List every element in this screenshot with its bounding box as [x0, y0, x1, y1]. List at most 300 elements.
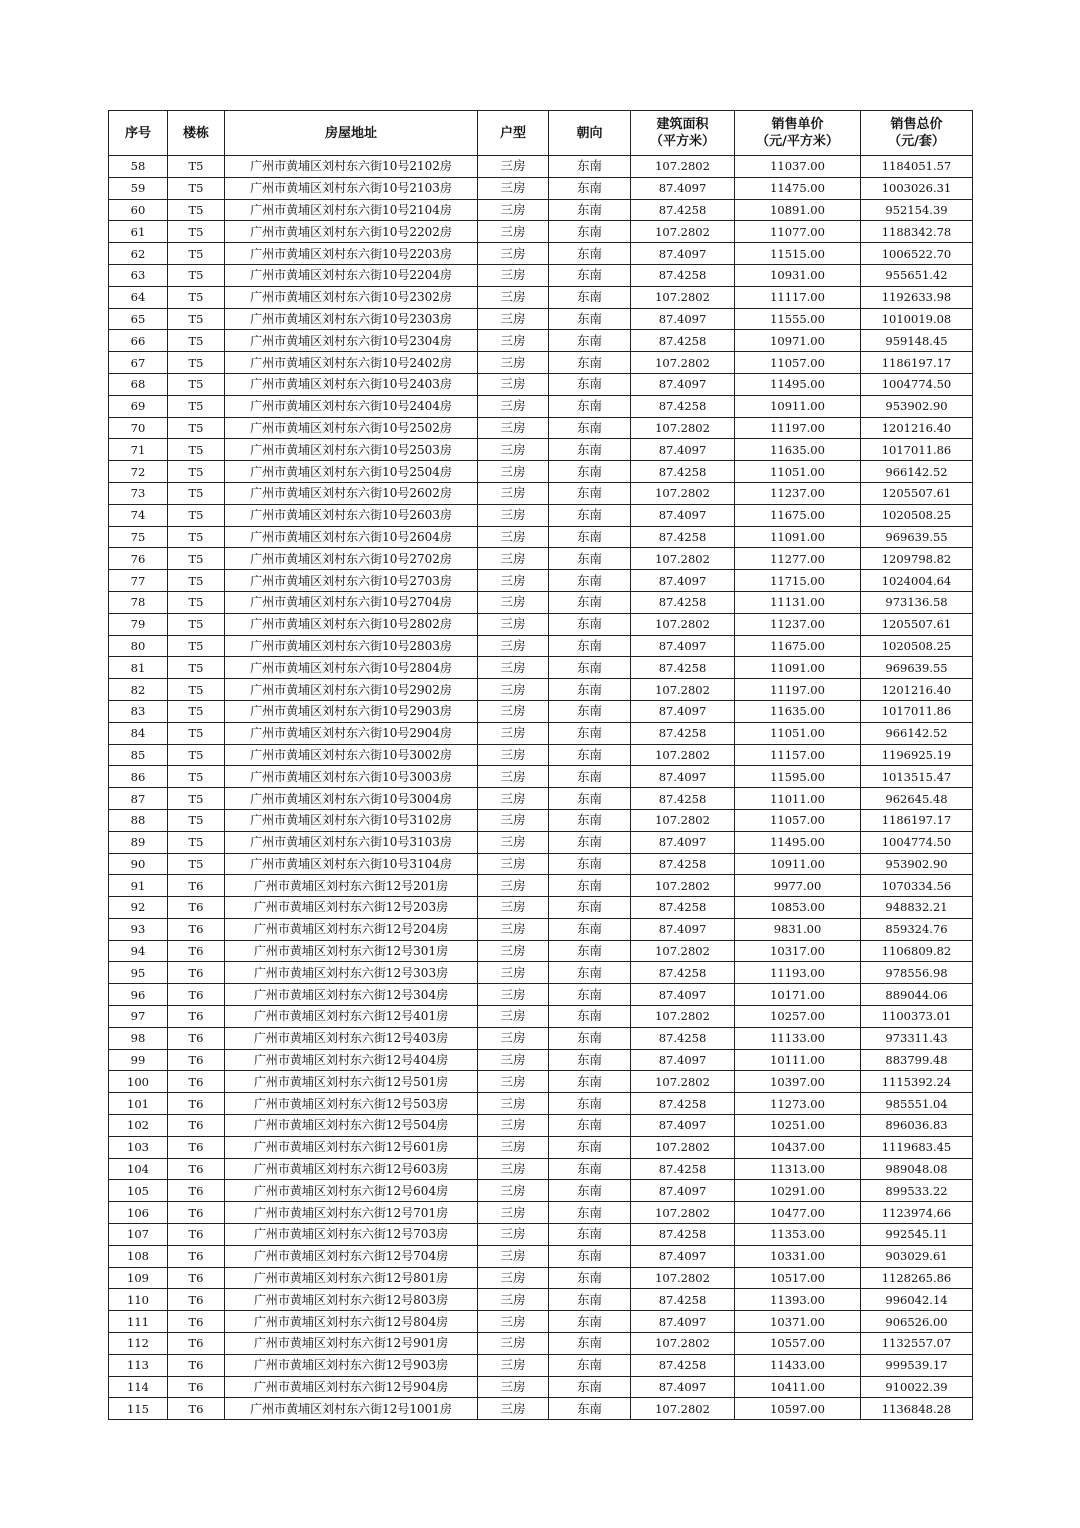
cell-total-price: 1205507.61 [861, 482, 973, 504]
header-address: 房屋地址 [225, 111, 478, 156]
cell-floor-area: 87.4097 [631, 1376, 735, 1398]
cell-unit-type: 三房 [478, 352, 549, 374]
cell-unit-price: 11555.00 [735, 308, 861, 330]
cell-building: T6 [168, 1289, 225, 1311]
cell-address: 广州市黄埔区刘村东六街12号704房 [225, 1245, 478, 1267]
cell-unit-type: 三房 [478, 1311, 549, 1333]
cell-floor-area: 107.2802 [631, 1071, 735, 1093]
cell-floor-area: 87.4258 [631, 1354, 735, 1376]
cell-unit-type: 三房 [478, 591, 549, 613]
cell-total-price: 969639.55 [861, 526, 973, 548]
cell-unit-type: 三房 [478, 1245, 549, 1267]
cell-address: 广州市黄埔区刘村东六街12号603房 [225, 1158, 478, 1180]
cell-total-price: 1201216.40 [861, 679, 973, 701]
cell-unit-price: 11393.00 [735, 1289, 861, 1311]
cell-unit-type: 三房 [478, 504, 549, 526]
cell-address: 广州市黄埔区刘村东六街12号804房 [225, 1311, 478, 1333]
cell-orientation: 东南 [549, 788, 631, 810]
cell-address: 广州市黄埔区刘村东六街10号2204房 [225, 264, 478, 286]
cell-address: 广州市黄埔区刘村东六街10号3002房 [225, 744, 478, 766]
cell-index: 93 [109, 918, 168, 940]
cell-building: T6 [168, 1049, 225, 1071]
cell-unit-price: 11495.00 [735, 373, 861, 395]
cell-address: 广州市黄埔区刘村东六街12号801房 [225, 1267, 478, 1289]
cell-unit-price: 10171.00 [735, 984, 861, 1006]
cell-index: 82 [109, 679, 168, 701]
cell-unit-type: 三房 [478, 1115, 549, 1137]
table-row [109, 352, 973, 374]
table-row [109, 962, 973, 984]
cell-unit-price: 11011.00 [735, 788, 861, 810]
cell-building: T5 [168, 439, 225, 461]
cell-floor-area: 87.4258 [631, 657, 735, 679]
cell-unit-type: 三房 [478, 1180, 549, 1202]
cell-index: 112 [109, 1333, 168, 1355]
cell-address: 广州市黄埔区刘村东六街12号204房 [225, 918, 478, 940]
cell-address: 广州市黄埔区刘村东六街10号2504房 [225, 461, 478, 483]
table-row [109, 984, 973, 1006]
cell-index: 60 [109, 199, 168, 221]
cell-unit-type: 三房 [478, 243, 549, 265]
cell-unit-price: 10891.00 [735, 199, 861, 221]
cell-building: T6 [168, 1115, 225, 1137]
cell-address: 广州市黄埔区刘村东六街12号304房 [225, 984, 478, 1006]
cell-orientation: 东南 [549, 722, 631, 744]
cell-address: 广州市黄埔区刘村东六街12号301房 [225, 940, 478, 962]
cell-total-price: 992545.11 [861, 1224, 973, 1246]
table-row [109, 1289, 973, 1311]
table-row [109, 395, 973, 417]
cell-floor-area: 87.4258 [631, 897, 735, 919]
table-row [109, 657, 973, 679]
cell-orientation: 东南 [549, 1180, 631, 1202]
cell-unit-type: 三房 [478, 875, 549, 897]
cell-address: 广州市黄埔区刘村东六街12号303房 [225, 962, 478, 984]
table-row [109, 548, 973, 570]
cell-floor-area: 87.4258 [631, 1224, 735, 1246]
cell-address: 广州市黄埔区刘村东六街10号3103房 [225, 831, 478, 853]
cell-unit-price: 11313.00 [735, 1158, 861, 1180]
cell-unit-type: 三房 [478, 984, 549, 1006]
cell-address: 广州市黄埔区刘村东六街12号203房 [225, 897, 478, 919]
cell-unit-price: 10331.00 [735, 1245, 861, 1267]
cell-floor-area: 87.4258 [631, 199, 735, 221]
cell-index: 74 [109, 504, 168, 526]
cell-address: 广州市黄埔区刘村东六街12号501房 [225, 1071, 478, 1093]
cell-address: 广州市黄埔区刘村东六街12号1001房 [225, 1398, 478, 1420]
cell-floor-area: 107.2802 [631, 940, 735, 962]
cell-floor-area: 87.4258 [631, 330, 735, 352]
cell-index: 100 [109, 1071, 168, 1093]
cell-orientation: 东南 [549, 918, 631, 940]
cell-total-price: 1136848.28 [861, 1398, 973, 1420]
table-row [109, 1027, 973, 1049]
cell-orientation: 东南 [549, 330, 631, 352]
table-row [109, 918, 973, 940]
cell-index: 89 [109, 831, 168, 853]
cell-unit-type: 三房 [478, 221, 549, 243]
cell-orientation: 东南 [549, 700, 631, 722]
cell-unit-price: 11051.00 [735, 722, 861, 744]
cell-unit-price: 11237.00 [735, 613, 861, 635]
cell-unit-type: 三房 [478, 308, 549, 330]
cell-unit-type: 三房 [478, 1289, 549, 1311]
cell-address: 广州市黄埔区刘村东六街10号2502房 [225, 417, 478, 439]
cell-address: 广州市黄埔区刘村东六街10号2903房 [225, 700, 478, 722]
cell-total-price: 1020508.25 [861, 504, 973, 526]
cell-total-price: 996042.14 [861, 1289, 973, 1311]
cell-total-price: 955651.42 [861, 264, 973, 286]
cell-orientation: 东南 [549, 1398, 631, 1420]
cell-address: 广州市黄埔区刘村东六街12号401房 [225, 1006, 478, 1028]
cell-unit-price: 11675.00 [735, 504, 861, 526]
table-row [109, 243, 973, 265]
cell-unit-type: 三房 [478, 722, 549, 744]
cell-total-price: 973136.58 [861, 591, 973, 613]
cell-total-price: 889044.06 [861, 984, 973, 1006]
cell-building: T5 [168, 657, 225, 679]
cell-unit-type: 三房 [478, 548, 549, 570]
cell-unit-price: 10411.00 [735, 1376, 861, 1398]
table-row [109, 1376, 973, 1398]
cell-building: T6 [168, 918, 225, 940]
cell-unit-price: 11133.00 [735, 1027, 861, 1049]
cell-orientation: 东南 [549, 962, 631, 984]
cell-unit-type: 三房 [478, 482, 549, 504]
cell-address: 广州市黄埔区刘村东六街10号2503房 [225, 439, 478, 461]
cell-floor-area: 107.2802 [631, 1267, 735, 1289]
table-row [109, 853, 973, 875]
cell-unit-price: 11495.00 [735, 831, 861, 853]
cell-total-price: 899533.22 [861, 1180, 973, 1202]
table-row [109, 722, 973, 744]
cell-total-price: 1013515.47 [861, 766, 973, 788]
cell-floor-area: 87.4097 [631, 1180, 735, 1202]
cell-unit-price: 10931.00 [735, 264, 861, 286]
cell-index: 80 [109, 635, 168, 657]
cell-unit-price: 10477.00 [735, 1202, 861, 1224]
cell-unit-price: 11077.00 [735, 221, 861, 243]
cell-orientation: 东南 [549, 1202, 631, 1224]
cell-orientation: 东南 [549, 635, 631, 657]
cell-total-price: 953902.90 [861, 395, 973, 417]
cell-unit-type: 三房 [478, 1202, 549, 1224]
cell-unit-type: 三房 [478, 1027, 549, 1049]
cell-index: 67 [109, 352, 168, 374]
cell-building: T6 [168, 1136, 225, 1158]
cell-index: 78 [109, 591, 168, 613]
cell-unit-type: 三房 [478, 417, 549, 439]
cell-total-price: 966142.52 [861, 722, 973, 744]
cell-floor-area: 87.4097 [631, 177, 735, 199]
cell-building: T5 [168, 831, 225, 853]
cell-unit-price: 11273.00 [735, 1093, 861, 1115]
cell-total-price: 1184051.57 [861, 156, 973, 178]
cell-unit-type: 三房 [478, 264, 549, 286]
cell-orientation: 东南 [549, 504, 631, 526]
cell-building: T6 [168, 1158, 225, 1180]
cell-index: 65 [109, 308, 168, 330]
cell-floor-area: 87.4258 [631, 526, 735, 548]
cell-building: T5 [168, 548, 225, 570]
cell-orientation: 东南 [549, 352, 631, 374]
table-row [109, 482, 973, 504]
cell-unit-price: 9831.00 [735, 918, 861, 940]
cell-unit-type: 三房 [478, 700, 549, 722]
table-row [109, 1158, 973, 1180]
cell-orientation: 东南 [549, 1115, 631, 1137]
cell-floor-area: 87.4258 [631, 722, 735, 744]
cell-index: 108 [109, 1245, 168, 1267]
cell-total-price: 1100373.01 [861, 1006, 973, 1028]
cell-orientation: 东南 [549, 156, 631, 178]
cell-address: 广州市黄埔区刘村东六街10号2603房 [225, 504, 478, 526]
cell-total-price: 999539.17 [861, 1354, 973, 1376]
cell-unit-price: 11057.00 [735, 352, 861, 374]
cell-unit-type: 三房 [478, 526, 549, 548]
cell-building: T6 [168, 875, 225, 897]
table-row [109, 1136, 973, 1158]
cell-floor-area: 87.4258 [631, 1027, 735, 1049]
cell-floor-area: 107.2802 [631, 1136, 735, 1158]
cell-orientation: 东南 [549, 177, 631, 199]
cell-total-price: 1186197.17 [861, 809, 973, 831]
cell-index: 98 [109, 1027, 168, 1049]
cell-building: T6 [168, 962, 225, 984]
cell-floor-area: 87.4258 [631, 788, 735, 810]
cell-index: 102 [109, 1115, 168, 1137]
cell-total-price: 906526.00 [861, 1311, 973, 1333]
cell-total-price: 1017011.86 [861, 439, 973, 461]
cell-index: 85 [109, 744, 168, 766]
cell-building: T6 [168, 1398, 225, 1420]
cell-index: 69 [109, 395, 168, 417]
cell-unit-type: 三房 [478, 177, 549, 199]
cell-unit-price: 10257.00 [735, 1006, 861, 1028]
cell-building: T6 [168, 1202, 225, 1224]
cell-index: 71 [109, 439, 168, 461]
cell-total-price: 973311.43 [861, 1027, 973, 1049]
cell-total-price: 952154.39 [861, 199, 973, 221]
cell-building: T5 [168, 766, 225, 788]
cell-index: 59 [109, 177, 168, 199]
cell-floor-area: 107.2802 [631, 1398, 735, 1420]
cell-unit-price: 11193.00 [735, 962, 861, 984]
cell-orientation: 东南 [549, 744, 631, 766]
cell-index: 87 [109, 788, 168, 810]
cell-unit-type: 三房 [478, 1267, 549, 1289]
cell-building: T6 [168, 1267, 225, 1289]
cell-total-price: 953902.90 [861, 853, 973, 875]
cell-unit-price: 11037.00 [735, 156, 861, 178]
cell-total-price: 1196925.19 [861, 744, 973, 766]
header-floor-area: 建筑面积 （平方米） [631, 111, 735, 156]
cell-building: T5 [168, 679, 225, 701]
cell-orientation: 东南 [549, 1333, 631, 1355]
cell-address: 广州市黄埔区刘村东六街10号3104房 [225, 853, 478, 875]
cell-total-price: 910022.39 [861, 1376, 973, 1398]
cell-floor-area: 107.2802 [631, 1006, 735, 1028]
cell-address: 广州市黄埔区刘村东六街10号2304房 [225, 330, 478, 352]
cell-building: T5 [168, 395, 225, 417]
cell-index: 107 [109, 1224, 168, 1246]
header-orientation: 朝向 [549, 111, 631, 156]
cell-index: 115 [109, 1398, 168, 1420]
cell-address: 广州市黄埔区刘村东六街10号2104房 [225, 199, 478, 221]
cell-address: 广州市黄埔区刘村东六街10号2702房 [225, 548, 478, 570]
cell-floor-area: 87.4097 [631, 243, 735, 265]
cell-orientation: 东南 [549, 766, 631, 788]
cell-floor-area: 87.4097 [631, 1311, 735, 1333]
cell-orientation: 东南 [549, 809, 631, 831]
cell-total-price: 1192633.98 [861, 286, 973, 308]
cell-floor-area: 87.4097 [631, 1115, 735, 1137]
cell-building: T5 [168, 461, 225, 483]
cell-index: 66 [109, 330, 168, 352]
cell-index: 92 [109, 897, 168, 919]
cell-orientation: 东南 [549, 940, 631, 962]
cell-total-price: 959148.45 [861, 330, 973, 352]
cell-floor-area: 87.4097 [631, 700, 735, 722]
table-row [109, 613, 973, 635]
table-row [109, 1333, 973, 1355]
cell-orientation: 东南 [549, 395, 631, 417]
cell-unit-price: 10291.00 [735, 1180, 861, 1202]
cell-index: 90 [109, 853, 168, 875]
cell-index: 58 [109, 156, 168, 178]
cell-unit-type: 三房 [478, 1354, 549, 1376]
cell-unit-price: 11515.00 [735, 243, 861, 265]
cell-building: T6 [168, 1071, 225, 1093]
header-unit-type: 户型 [478, 111, 549, 156]
cell-unit-type: 三房 [478, 1158, 549, 1180]
cell-total-price: 903029.61 [861, 1245, 973, 1267]
cell-total-price: 1070334.56 [861, 875, 973, 897]
table-row [109, 591, 973, 613]
cell-index: 99 [109, 1049, 168, 1071]
cell-total-price: 966142.52 [861, 461, 973, 483]
table-row [109, 417, 973, 439]
cell-orientation: 东南 [549, 264, 631, 286]
cell-building: T6 [168, 1027, 225, 1049]
cell-floor-area: 107.2802 [631, 875, 735, 897]
cell-index: 91 [109, 875, 168, 897]
cell-unit-price: 10557.00 [735, 1333, 861, 1355]
cell-total-price: 978556.98 [861, 962, 973, 984]
cell-total-price: 1004774.50 [861, 831, 973, 853]
table-row [109, 156, 973, 178]
cell-unit-type: 三房 [478, 439, 549, 461]
cell-building: T5 [168, 504, 225, 526]
cell-total-price: 989048.08 [861, 1158, 973, 1180]
cell-index: 95 [109, 962, 168, 984]
table-row [109, 330, 973, 352]
header-total-price: 销售总价 （元/套） [861, 111, 973, 156]
cell-address: 广州市黄埔区刘村东六街10号2602房 [225, 482, 478, 504]
cell-floor-area: 107.2802 [631, 352, 735, 374]
cell-orientation: 东南 [549, 897, 631, 919]
cell-address: 广州市黄埔区刘村东六街12号703房 [225, 1224, 478, 1246]
cell-address: 广州市黄埔区刘村东六街12号701房 [225, 1202, 478, 1224]
cell-floor-area: 107.2802 [631, 809, 735, 831]
cell-orientation: 东南 [549, 1071, 631, 1093]
table-row [109, 461, 973, 483]
cell-total-price: 1205507.61 [861, 613, 973, 635]
cell-total-price: 859324.76 [861, 918, 973, 940]
cell-building: T6 [168, 1006, 225, 1028]
table-row [109, 700, 973, 722]
cell-unit-price: 11237.00 [735, 482, 861, 504]
cell-building: T5 [168, 177, 225, 199]
table-row [109, 504, 973, 526]
cell-orientation: 东南 [549, 1354, 631, 1376]
cell-orientation: 东南 [549, 1224, 631, 1246]
cell-unit-price: 10911.00 [735, 853, 861, 875]
cell-address: 广州市黄埔区刘村东六街12号601房 [225, 1136, 478, 1158]
cell-address: 广州市黄埔区刘村东六街12号404房 [225, 1049, 478, 1071]
cell-total-price: 1003026.31 [861, 177, 973, 199]
cell-index: 110 [109, 1289, 168, 1311]
table-row [109, 679, 973, 701]
cell-unit-type: 三房 [478, 330, 549, 352]
cell-total-price: 1188342.78 [861, 221, 973, 243]
cell-unit-price: 11131.00 [735, 591, 861, 613]
cell-address: 广州市黄埔区刘村东六街10号2202房 [225, 221, 478, 243]
cell-building: T6 [168, 897, 225, 919]
cell-floor-area: 107.2802 [631, 417, 735, 439]
cell-total-price: 1106809.82 [861, 940, 973, 962]
cell-index: 76 [109, 548, 168, 570]
cell-orientation: 东南 [549, 1049, 631, 1071]
cell-floor-area: 87.4097 [631, 635, 735, 657]
cell-orientation: 东南 [549, 1289, 631, 1311]
cell-unit-price: 10371.00 [735, 1311, 861, 1333]
cell-unit-price: 11475.00 [735, 177, 861, 199]
cell-building: T6 [168, 1180, 225, 1202]
table-row [109, 1071, 973, 1093]
cell-unit-type: 三房 [478, 1006, 549, 1028]
cell-unit-price: 10251.00 [735, 1115, 861, 1137]
cell-floor-area: 87.4258 [631, 591, 735, 613]
table-row [109, 373, 973, 395]
cell-unit-price: 11091.00 [735, 657, 861, 679]
cell-total-price: 1128265.86 [861, 1267, 973, 1289]
cell-unit-type: 三房 [478, 897, 549, 919]
cell-orientation: 东南 [549, 657, 631, 679]
cell-orientation: 东南 [549, 1136, 631, 1158]
cell-unit-type: 三房 [478, 766, 549, 788]
cell-unit-type: 三房 [478, 788, 549, 810]
cell-orientation: 东南 [549, 853, 631, 875]
cell-orientation: 东南 [549, 1006, 631, 1028]
cell-building: T6 [168, 940, 225, 962]
cell-unit-price: 11635.00 [735, 439, 861, 461]
cell-address: 广州市黄埔区刘村东六街12号403房 [225, 1027, 478, 1049]
cell-unit-price: 11675.00 [735, 635, 861, 657]
cell-unit-type: 三房 [478, 1224, 549, 1246]
cell-index: 81 [109, 657, 168, 679]
cell-address: 广州市黄埔区刘村东六街10号2302房 [225, 286, 478, 308]
cell-orientation: 东南 [549, 591, 631, 613]
cell-orientation: 东南 [549, 613, 631, 635]
cell-building: T5 [168, 243, 225, 265]
header-unit-price: 销售单价 （元/平方米） [735, 111, 861, 156]
cell-building: T5 [168, 482, 225, 504]
cell-unit-type: 三房 [478, 962, 549, 984]
cell-index: 61 [109, 221, 168, 243]
table-row [109, 897, 973, 919]
cell-floor-area: 87.4258 [631, 962, 735, 984]
